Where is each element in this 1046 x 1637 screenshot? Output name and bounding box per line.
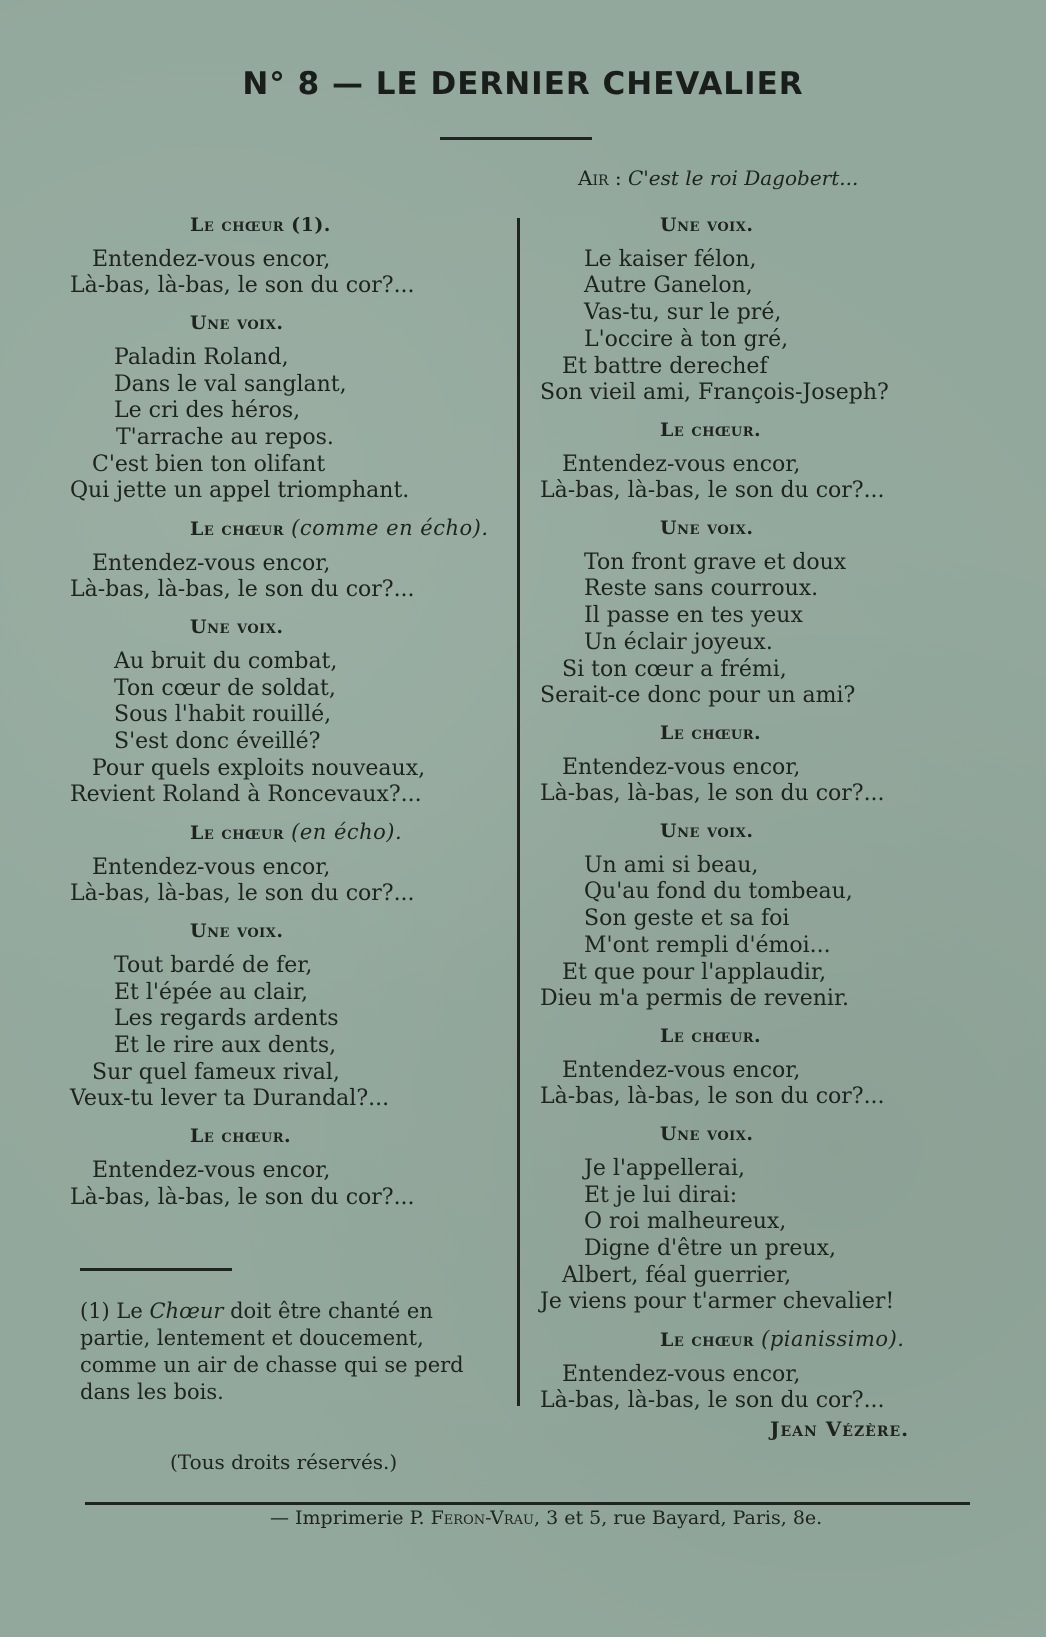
speaker-label [540, 1023, 980, 1050]
stanza-block [70, 918, 510, 1113]
speaker-note: (pianissimo). [761, 1327, 905, 1352]
verse-line: C'est bien ton olifant [92, 451, 326, 477]
verse-line: Si ton cœur a frémi, [562, 656, 787, 682]
verse-line: Entendez-vous encor, [92, 246, 331, 272]
stanza-block [540, 818, 980, 1013]
verse-line: Là-bas, là-bas, le son du cor?... [70, 1184, 415, 1210]
speaker-label [70, 918, 510, 945]
verse-line: Revient Roland à Roncevaux?... [70, 782, 422, 808]
speaker-name: Le chœur. [660, 1024, 762, 1047]
stanza-block [70, 515, 510, 604]
stanza-block [540, 1121, 980, 1316]
imprint-prefix: — Imprimerie P. [270, 1507, 425, 1529]
speaker-name: Le chœur (1). [190, 214, 331, 236]
verse-line: Au bruit du combat, [114, 648, 338, 674]
verse-line: Reste sans courroux. [584, 576, 819, 602]
speaker-label [70, 1123, 510, 1150]
bottom-rule [85, 1502, 970, 1505]
verse-line: M'ont rempli d'émoi... [584, 932, 831, 958]
verse-line: T'arrache au repos. [116, 424, 334, 450]
verse-line: Un ami si beau, [584, 852, 759, 878]
speaker-label [540, 212, 980, 239]
speaker-name: Une voix. [190, 312, 284, 335]
speaker-label [70, 310, 510, 337]
verse-line: Et je lui dirai: [584, 1182, 738, 1208]
speaker-name: Une voix. [660, 820, 754, 843]
speaker-label [540, 720, 980, 747]
speaker-name: Le chœur [190, 518, 284, 541]
verse-line: Là-bas, là-bas, le son du cor?... [540, 1388, 885, 1414]
verse-line: Et que pour l'applaudir, [562, 959, 827, 985]
verse-line: Et le rire aux dents, [114, 1032, 337, 1058]
speaker-name: Une voix. [660, 517, 754, 540]
stanza-block [540, 1326, 980, 1415]
speaker-name: Une voix. [190, 616, 284, 639]
air-tune: C'est le roi Dagobert... [627, 166, 859, 190]
speaker-name: Le chœur [190, 822, 284, 845]
verse-line: Et battre derechef [562, 353, 768, 379]
speaker-label [540, 515, 980, 542]
author-signature: Jean Vézère. [770, 1417, 910, 1441]
verse-line: Albert, féal guerrier, [562, 1262, 792, 1288]
verse-line: Paladin Roland, [114, 344, 289, 370]
stanza-block [540, 212, 980, 407]
rights-notice: (Tous droits réservés.) [170, 1450, 398, 1474]
verse-line: Serait-ce donc pour un ami? [540, 683, 856, 709]
verse-line: Le kaiser félon, [584, 246, 757, 272]
verse-line: Entendez-vous encor, [562, 451, 801, 477]
speaker-label [540, 818, 980, 845]
verse-line: Et l'épée au clair, [114, 979, 308, 1005]
air-indication [578, 166, 858, 190]
speaker-note: (comme en écho). [291, 516, 489, 541]
title-rule [440, 137, 592, 140]
verse-line: Un éclair joyeux. [584, 629, 773, 655]
speaker-label [70, 515, 510, 543]
footnote-text: doit être chanté en partie, lentement et doucement, comme un air de chasse qui se perd dans les bois. [80, 1299, 464, 1404]
speaker-label [70, 819, 510, 847]
footnote-marker: (1) Le [80, 1299, 143, 1323]
speaker-name: Une voix. [660, 1123, 754, 1146]
page-title: N° 8 — LE DERNIER CHEVALIER [242, 66, 804, 102]
imprint-address: , 3 et 5, rue Bayard, Paris, 8e. [534, 1507, 823, 1529]
footnote-rule [80, 1268, 232, 1271]
verse-line: Entendez-vous encor, [92, 854, 331, 880]
verse-line: Vas-tu, sur le pré, [584, 300, 782, 326]
speaker-name: Une voix. [660, 214, 754, 236]
verse-line: Pour quels exploits nouveaux, [92, 755, 426, 781]
verse-line: S'est donc éveillé? [114, 728, 321, 754]
verse-line: Entendez-vous encor, [92, 1157, 331, 1183]
verse-line: Son vieil ami, François-Joseph? [540, 380, 889, 406]
verse-line: Digne d'être un preux, [584, 1235, 836, 1261]
speaker-label [70, 614, 510, 641]
verse-line: Il passe en tes yeux [584, 603, 803, 629]
verse-line: Là-bas, là-bas, le son du cor?... [540, 781, 885, 807]
verse-line: Là-bas, là-bas, le son du cor?... [70, 273, 415, 299]
verse-line: Sous l'habit rouillé, [114, 702, 332, 728]
speaker-name: Le chœur. [190, 1125, 292, 1148]
verse-line: Entendez-vous encor, [562, 1057, 801, 1083]
stanza-block [70, 310, 510, 505]
right-column [540, 212, 980, 1425]
footnote-italic-word: Chœur [149, 1299, 224, 1323]
speaker-label [540, 1326, 980, 1354]
verse-line: Ton cœur de soldat, [114, 675, 336, 701]
imprint-name: Feron-Vrau [430, 1507, 534, 1529]
speaker-name: Le chœur. [660, 418, 762, 441]
stanza-block [540, 720, 980, 808]
speaker-name: Le chœur. [660, 721, 762, 744]
speaker-name: Le chœur [660, 1329, 754, 1352]
verse-line: Entendez-vous encor, [562, 754, 801, 780]
speaker-label [540, 417, 980, 444]
stanza-block [70, 212, 510, 300]
stanza-block [540, 1023, 980, 1111]
verse-line: Veux-tu lever ta Durandal?... [70, 1086, 390, 1112]
verse-line: Dans le val sanglant, [114, 371, 347, 397]
imprint-line [270, 1507, 822, 1529]
speaker-name: Une voix. [190, 920, 284, 943]
verse-line: Là-bas, là-bas, le son du cor?... [70, 577, 415, 603]
verse-line: Tout bardé de fer, [114, 952, 313, 978]
speaker-note: (en écho). [291, 820, 403, 845]
verse-line: Dieu m'a permis de revenir. [540, 986, 850, 1012]
footnote [80, 1298, 500, 1406]
verse-line: Qu'au fond du tombeau, [584, 879, 853, 905]
verse-line: Autre Ganelon, [584, 273, 753, 299]
verse-line: Entendez-vous encor, [92, 550, 331, 576]
verse-line: Les regards ardents [114, 1006, 339, 1032]
stanza-block [540, 417, 980, 505]
speaker-label [540, 1121, 980, 1148]
verse-line: Son geste et sa foi [584, 906, 790, 932]
verse-line: Qui jette un appel triomphant. [70, 478, 410, 504]
stanza-block [70, 614, 510, 809]
verse-line: O roi malheureux, [584, 1209, 787, 1235]
stanza-block [70, 1123, 510, 1211]
verse-line: L'occire à ton gré, [584, 326, 789, 352]
verse-line: Là-bas, là-bas, le son du cor?... [70, 881, 415, 907]
verse-line: Entendez-vous encor, [562, 1361, 801, 1387]
verse-line: Ton front grave et doux [584, 549, 847, 575]
left-column [70, 212, 510, 1221]
verse-line: Je l'appellerai, [584, 1155, 745, 1181]
verse-line: Le cri des héros, [114, 398, 301, 424]
stanza-block [70, 819, 510, 908]
verse-line: Là-bas, là-bas, le son du cor?... [540, 478, 885, 504]
verse-line: Sur quel fameux rival, [92, 1059, 340, 1085]
speaker-label [70, 212, 510, 239]
stanza-block [540, 515, 980, 710]
air-label: Air : [578, 166, 622, 190]
verse-line: Là-bas, là-bas, le son du cor?... [540, 1084, 885, 1110]
column-divider [517, 218, 520, 1406]
verse-line: Je viens pour t'armer chevalier! [540, 1289, 895, 1315]
